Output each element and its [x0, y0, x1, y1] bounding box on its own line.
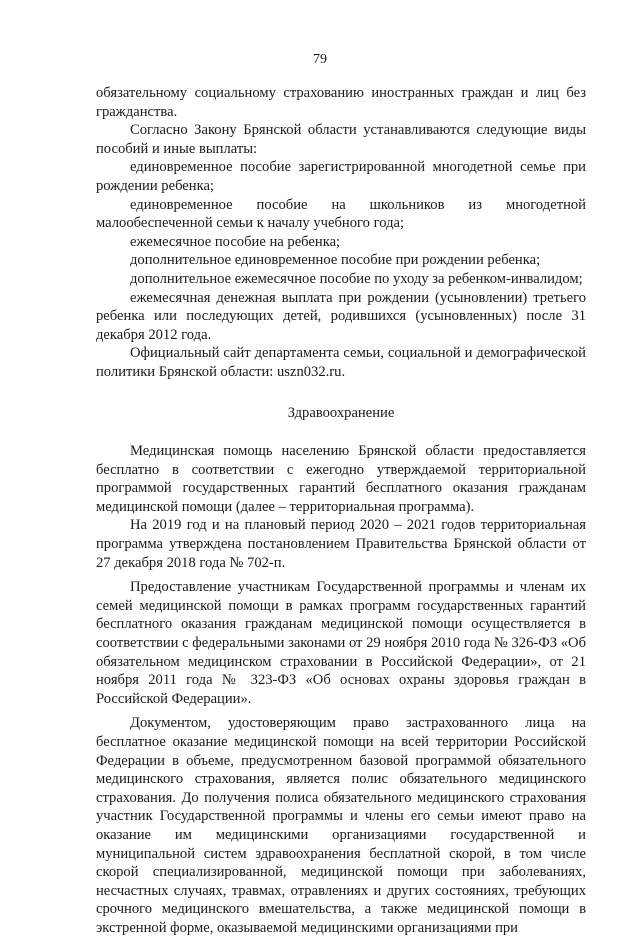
benefit-item: дополнительное ежемесячное пособие по уходу за ребенком-инвалидом;	[130, 270, 583, 287]
paragraph-official-site: Официальный сайт департамента семьи, социальной и демографической политики Брянской области: uszn032.ru.	[96, 345, 586, 380]
benefit-item: единовременное пособие зарегистрированной многодетной семье при рождении ребенка;	[96, 159, 586, 194]
section-heading: Здравоохранение	[287, 404, 395, 421]
paragraph-continuation: обязательному социальному страхованию иностранных граждан и лиц без гражданства.	[96, 85, 586, 120]
benefit-item: ежемесячная денежная выплата при рождении (усыновлении) третьего ребенка или последующих детей, родившихся (усыновленных) после 31 декабря 2012 года.	[96, 289, 586, 343]
benefit-item: единовременное пособие на школьников из многодетной малообеспеченной семьи к началу учебного года;	[96, 196, 586, 232]
paragraph-health: Документом, удостоверяющим право застрахованного лица на бесплатное оказание медицинской помощи на всей территории Российской Федерации в объеме, предусмотренном базовой программой обязательного медицинского страхования, является полис обязательного медицинского страхования. До получения полиса обязательного медицинского страхования участник Государственной программы и члены его семьи имеют право на оказание им медицинскими организациями государственной и муниципальной систем здравоохранения бесплатной скорой, в том числе скорой специализированной, медицинской помощи при заболеваниях, несчастных случаях, травмах, отравлениях и других состояниях, требующих срочного медицинского вмешательства, а также медицинской помощи в экстренной форме, оказываемой медицинскими организациями при	[96, 715, 586, 936]
benefit-item: дополнительное единовременное пособие при рождении ребенка;	[130, 252, 541, 269]
benefit-item: ежемесячное пособие на ребенка;	[130, 233, 341, 250]
paragraph-health: На 2019 год и на плановый период 2020 – 2021 годов территориальная программа утверждена постановлением Правительства Брянской области от 27 декабря 2018 года № 702-п.	[96, 517, 586, 571]
paragraph-benefits-intro: Согласно Закону Брянской области устанавливаются следующие виды пособий и иные выплаты:	[96, 122, 586, 157]
paragraph-health: Медицинская помощь населению Брянской области предоставляется бесплатно в соответствии с ежегодно утверждаемой территориальной программой государственных гарантий бесплатного оказания гражданам медицинской помощи (далее – территориальная программа).	[96, 443, 586, 515]
document-body	[96, 84, 586, 938]
page-number: 79	[313, 52, 327, 67]
paragraph-health: Предоставление участникам Государственной программы и членам их семей медицинской помощи в рамках программ государственных гарантий бесплатного оказания гражданам медицинской помощи осуществляется в соответствии с федеральными законами от 29 ноября 2010 года № 326-ФЗ «Об обязательном медицинском страховании в Российской Федерации», от 21 ноября 2011 года № 323-ФЗ «Об основах охраны здоровья граждан в Российской Федерации».	[96, 579, 586, 707]
